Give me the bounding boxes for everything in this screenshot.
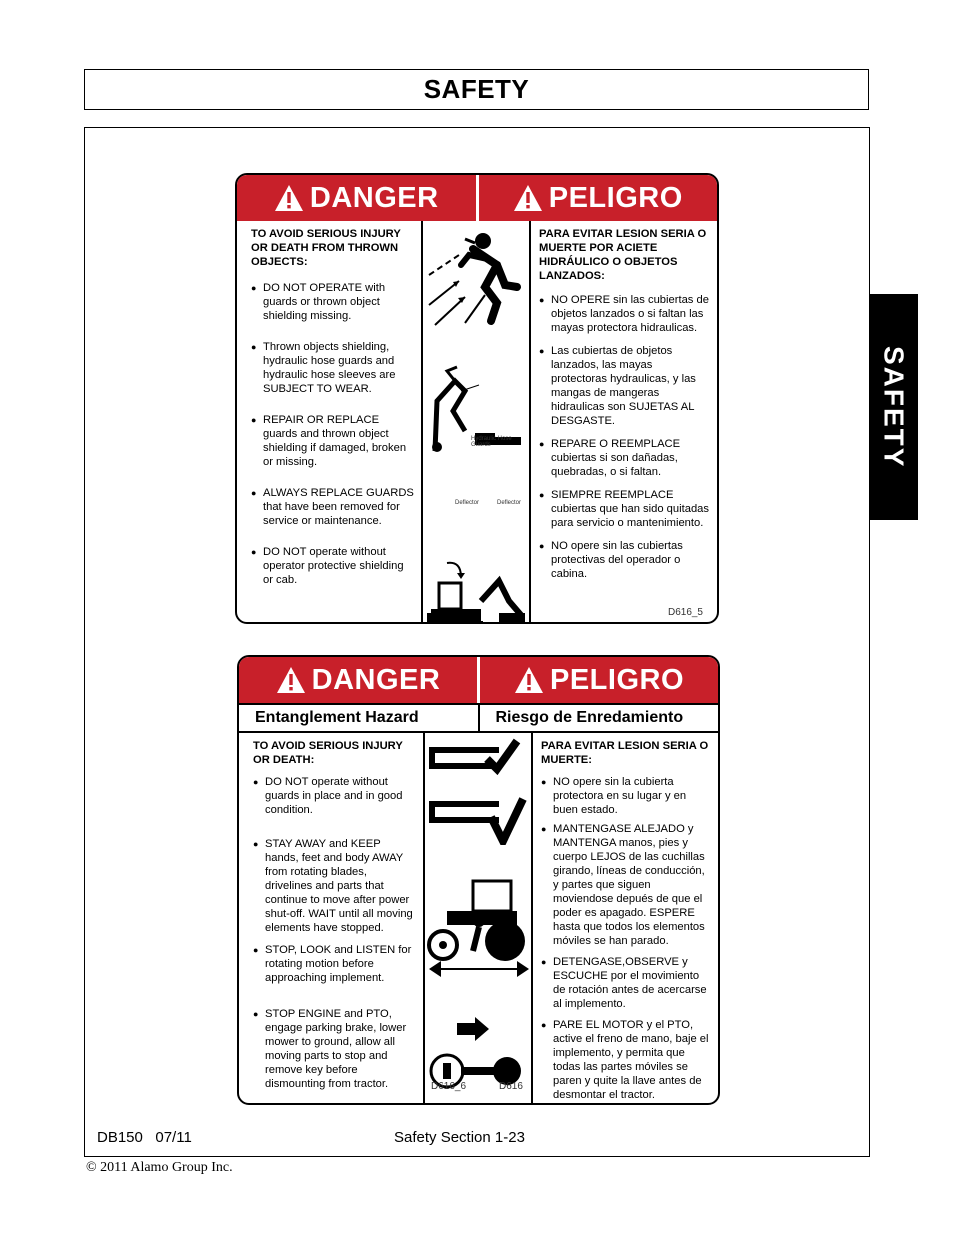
thrown-objects-decal	[235, 173, 719, 624]
peligro-label: PELIGRO	[548, 181, 683, 214]
decal-banner	[239, 657, 718, 703]
footer-model-date: DB150 07/11	[97, 1129, 192, 1146]
decal-banner	[237, 175, 717, 221]
spanish-column	[531, 221, 717, 622]
decal-code: D616_6	[431, 1081, 467, 1092]
deflector-label: Deflector	[455, 500, 480, 506]
peligro-label: PELIGRO	[549, 663, 684, 696]
banner-danger	[239, 657, 480, 703]
double-arrow-icon	[427, 957, 531, 981]
hose-guard-label: Hydraulic Hose Guards	[471, 436, 512, 448]
danger-label: DANGER	[311, 663, 441, 696]
list-item: ● Las cubiertas de objetos lanzados, las mayas protectoras hydraulicas, y las mangas de mangeras hidraulicas son SUJETAS AL DESGASTE.	[539, 345, 696, 427]
right-lead: PARA EVITAR LESION SERIA O MUERTE:	[541, 740, 709, 766]
pictogram-column	[423, 221, 531, 622]
warning-triangle-icon	[513, 184, 543, 212]
subhead-spanish: Riesgo de Enredamiento	[495, 709, 684, 726]
left-lead: TO AVOID SERIOUS INJURY OR DEATH:	[253, 740, 403, 766]
spanish-column	[533, 733, 718, 1103]
list-item: ● STOP, LOOK and LISTEN for rotating motion before approaching implement.	[253, 944, 412, 984]
list-item: ● STAY AWAY and KEEP hands, feet and body AWAY from rotating blades, drivelines and parts that continue to move after power shut-off. WAIT until all moving elements have stopped.	[253, 838, 413, 934]
thrown-object-person-icon	[425, 225, 529, 335]
subhead-english: Entanglement Hazard	[239, 705, 480, 731]
list-item: ● NO OPERE sin las cubiertas de objetos lanzados o si faltan las mayas protectora hidraulicas.	[539, 294, 709, 334]
header-box	[84, 69, 869, 110]
banner-peligro	[480, 657, 718, 703]
decal-columns	[239, 733, 718, 1103]
copyright: © 2011 Alamo Group Inc.	[86, 1160, 233, 1175]
right-lead: PARA EVITAR LESION SERIA O MUERTE POR ACIETE HIDRÁULICO O OBJETOS LANZADOS:	[539, 228, 707, 282]
footer-section: Safety Section 1-23	[394, 1129, 525, 1146]
decal-code: D616_5	[667, 607, 703, 618]
list-item: ● PARE EL MOTOR y el PTO, active el freno de mano, baje el implemento, y permita que todas las partes móviles se paren y quite la llave antes de desmontar el tractor.	[541, 1019, 709, 1101]
list-item: ● NO opere sin las cubiertas protectivas del operador o cabina.	[539, 540, 683, 580]
decal-code: D616	[499, 1081, 523, 1092]
side-tab	[869, 294, 918, 520]
list-item: ● NO opere sin la cubierta protectora en su lugar y en buen estado.	[541, 776, 687, 816]
page-title: SAFETY	[423, 74, 530, 104]
list-item: ● STOP ENGINE and PTO, engage parking brake, lower mower to ground, allow all moving parts to stop and remove key before dismounting from tractor.	[253, 1008, 407, 1090]
warning-triangle-icon	[274, 184, 304, 212]
deflector-label: Deflector	[497, 500, 522, 506]
list-item: ● Thrown objects shielding, hydraulic hose guards and hydraulic hose sleeves are SUBJECT TO WEAR.	[251, 341, 396, 395]
list-item: ● SIEMPRE REEMPLACE cubiertas que han sido quitadas para servicio o mantenimiento.	[539, 489, 709, 529]
list-item: ● DETENGASE,OBSERVE y ESCUCHE por el movimiento de rotación antes de acercarse al implemento.	[541, 956, 707, 1010]
english-column	[239, 733, 425, 1103]
list-item: ● REPAIR OR REPLACE guards and thrown object shielding if damaged, broken or missing.	[251, 414, 407, 468]
danger-label: DANGER	[309, 181, 439, 214]
warning-triangle-icon	[276, 666, 306, 694]
warning-triangle-icon	[514, 666, 544, 694]
list-item: ● DO NOT operate without operator protective shielding or cab.	[251, 546, 404, 586]
list-item: ● ALWAYS REPLACE GUARDS that have been removed for service or maintenance.	[251, 487, 414, 527]
banner-danger	[237, 175, 479, 221]
pictogram-column	[425, 733, 533, 1103]
entanglement-decal	[237, 655, 720, 1105]
tractor-cab-icon	[425, 561, 529, 624]
list-item: ● DO NOT OPERATE with guards or thrown object shielding missing.	[251, 282, 386, 322]
decal-columns	[237, 221, 717, 622]
rotating-blade-icon	[427, 735, 531, 845]
banner-peligro	[479, 175, 718, 221]
list-item: ● MANTENGASE ALEJADO y MANTENGA manos, pies y cuerpo LEJOS de las cuchillas girando, líneas de conducción, y partes que siguen moviendose depués de que el poder es apagado. ESPERE hasta que todos los elementos móviles se han parado.	[541, 823, 705, 947]
left-lead: TO AVOID SERIOUS INJURY OR DEATH FROM THROWN OBJECTS:	[251, 228, 401, 268]
list-item: ● DO NOT operate without guards in place and in good condition.	[253, 776, 403, 816]
list-item: ● REPARE O REEMPLACE cubiertas si son dañadas, quebradas, o si faltan.	[539, 438, 681, 478]
english-column	[237, 221, 423, 622]
side-tab-label: SAFETY	[878, 345, 910, 469]
decal-subheads	[239, 703, 718, 733]
